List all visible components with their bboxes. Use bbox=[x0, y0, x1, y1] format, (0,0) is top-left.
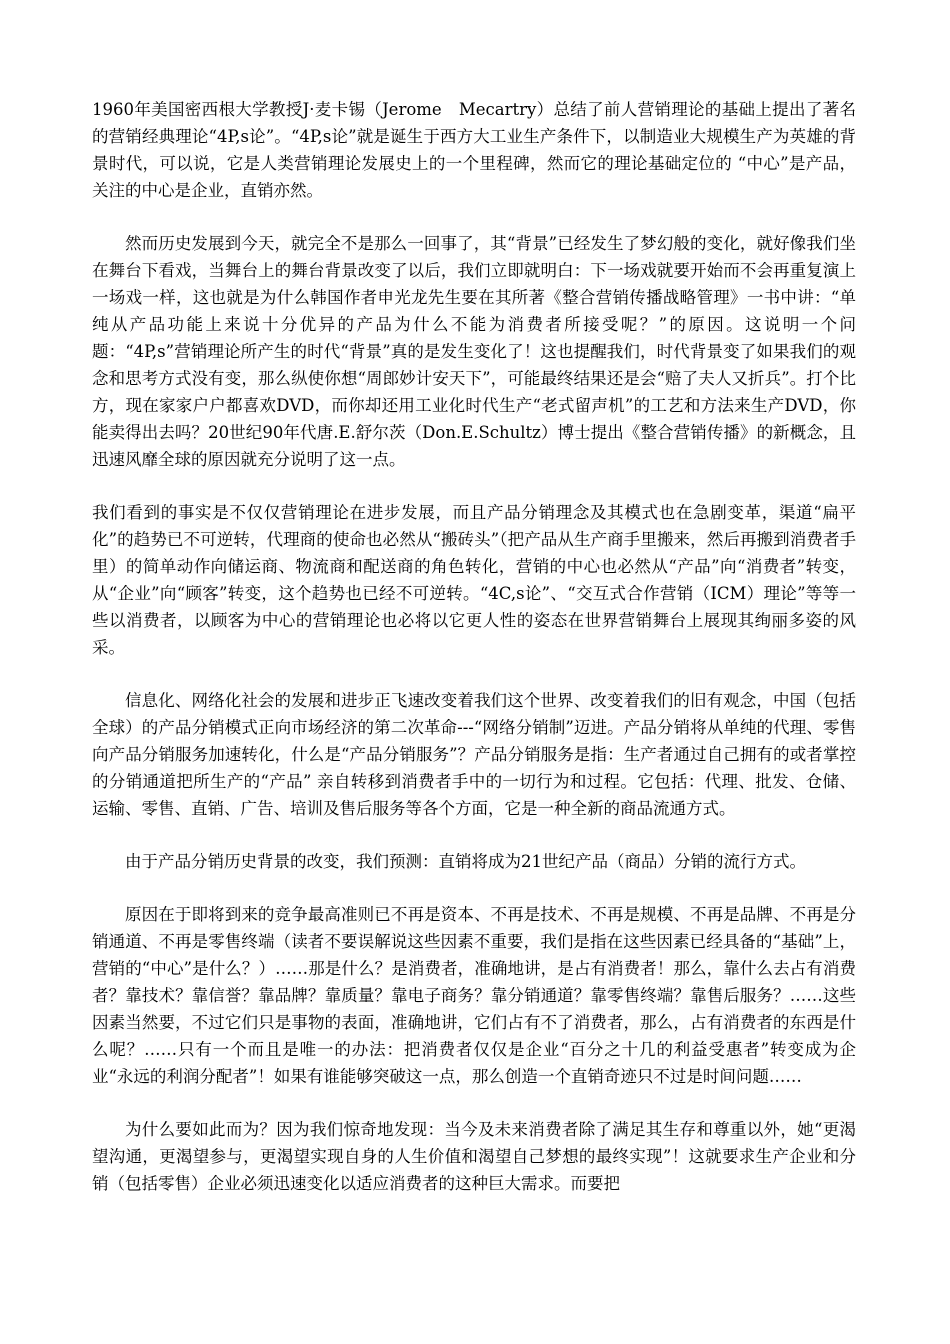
paragraph-competition-reason: 原因在于即将到来的竞争最高准则已不再是资本、不再是技术、不再是规模、不再是品牌、不再是分销通道、不再是零售终端（读者不要误解说这些因素不重要，我们是指在这些因素已经具备的“基础”上，营销的“中心”是什么？）……那是什么？是消费者，准确地讲，是占有消费者！那么，靠什么去占有消费者？靠技术？靠信誉？靠品牌？靠质量？靠电子商务？靠分销通道？靠零售终端？靠售后服务？……这些因素当然要，不过它们只是事物的表面，准确地讲，它们占有不了消费者，那么，占有消费者的东西是什么呢？……只有一个而且是唯一的办法：把消费者仅仅是企业“百分之十几的利益受惠者”转变成为企业“永远的利润分配者”！如果有谁能够突破这一点，那么创造一个直销奇迹只不过是时间问题…… bbox=[92, 905, 856, 1086]
paragraph-4ps-origin: 1960年美国密西根大学教授J·麦卡锡（Jerome Mecartry）总结了前人营销理论的基础上提出了著名的营销经典理论“4P,s论”。“4P,s论”就是诞生于西方大工业生产条件下，以制造业大规模生产为英雄的背景时代，可以说，它是人类营销理论发展史上的一个里程碑，然而它的理论基础定位的 “中心”是产品，关注的中心是企业，直销亦然。 bbox=[92, 100, 856, 200]
paragraph-distribution-reform: 我们看到的事实是不仅仅营销理论在进步发展，而且产品分销理念及其模式也在急剧变革，渠道“扁平化”的趋势已不可逆转，代理商的使命也必然从“搬砖头”（把产品从生产商手里搬来，然后再搬到消费者手里）的简单动作向储运商、物流商和配送商的角色转化，营销的中心也必然从“产品”向“消费者”转变，从“企业”向“顾客”转变，这个趋势也已经不可逆转。“4C,s论”、“交互式合作营销（ICM）理论”等等一些以消费者，以顾客为中心的营销理论也必将以它更人性的姿态在世界营销舞台上展现其绚丽多姿的风采。 bbox=[92, 503, 856, 657]
paragraph-consumer-needs: 为什么要如此而为？因为我们惊奇地发现：当今及未来消费者除了满足其生存和尊重以外，她“更渴望沟通，更渴望参与，更渴望实现自身的人生价值和渴望自己梦想的最终实现”！这就要求生产企业和分销（包括零售）企业必须迅速变化以适应消费者的这种巨大需求。而要把 bbox=[92, 1120, 856, 1193]
paragraph-background-change: 然而历史发展到今天，就完全不是那么一回事了，其“背景”已经发生了梦幻般的变化，就好像我们坐在舞台下看戏，当舞台上的舞台背景改变了以后，我们立即就明白：下一场戏就要开始而不会再重复演上一场戏一样，这也就是为什么韩国作者申光龙先生要在其所著《整合营销传播战略管理》一书中讲：“单纯从产品功能上来说十分优异的产品为什么不能为消费者所接受呢？”的原因。这说明一个问题：“4P,s”营销理论所产生的时代“背景”真的是发生变化了！这也提醒我们，时代背景变了如果我们的观念和思考方式没有变，那么纵使你想“周郎妙计安天下”，可能最终结果还是会“赔了夫人又折兵”。打个比方，现在家家户户都喜欢DVD，而你却还用工业化时代生产“老式留声机”的工艺和方法来生产DVD，你能卖得出去吗？20世纪90年代唐.E.舒尔茨（Don.E.Schultz）博士提出《整合营销传播》的新概念，且迅速风靡全球的原因就充分说明了这一点。 bbox=[92, 234, 856, 469]
paragraph-network-distribution: 信息化、网络化社会的发展和进步正飞速改变着我们这个世界、改变着我们的旧有观念，中国（包括全球）的产品分销模式正向市场经济的第二次革命---“网络分销制”迈进。产品分销将从单纯的代理、零售向产品分销服务加速转化，什么是“产品分销服务”？产品分销服务是指：生产者通过自己拥有的或者掌控的分销通道把所生产的“产品” 亲自转移到消费者手中的一切行为和过程。它包括：代理、批发、仓储、运输、零售、直销、广告、培训及售后服务等各个方面，它是一种全新的商品流通方式。 bbox=[92, 691, 856, 818]
document-body bbox=[92, 96, 856, 1223]
paragraph-direct-sales-prediction: 由于产品分销历史背景的改变，我们预测：直销将成为21世纪产品（商品）分销的流行方式。 bbox=[125, 852, 806, 871]
